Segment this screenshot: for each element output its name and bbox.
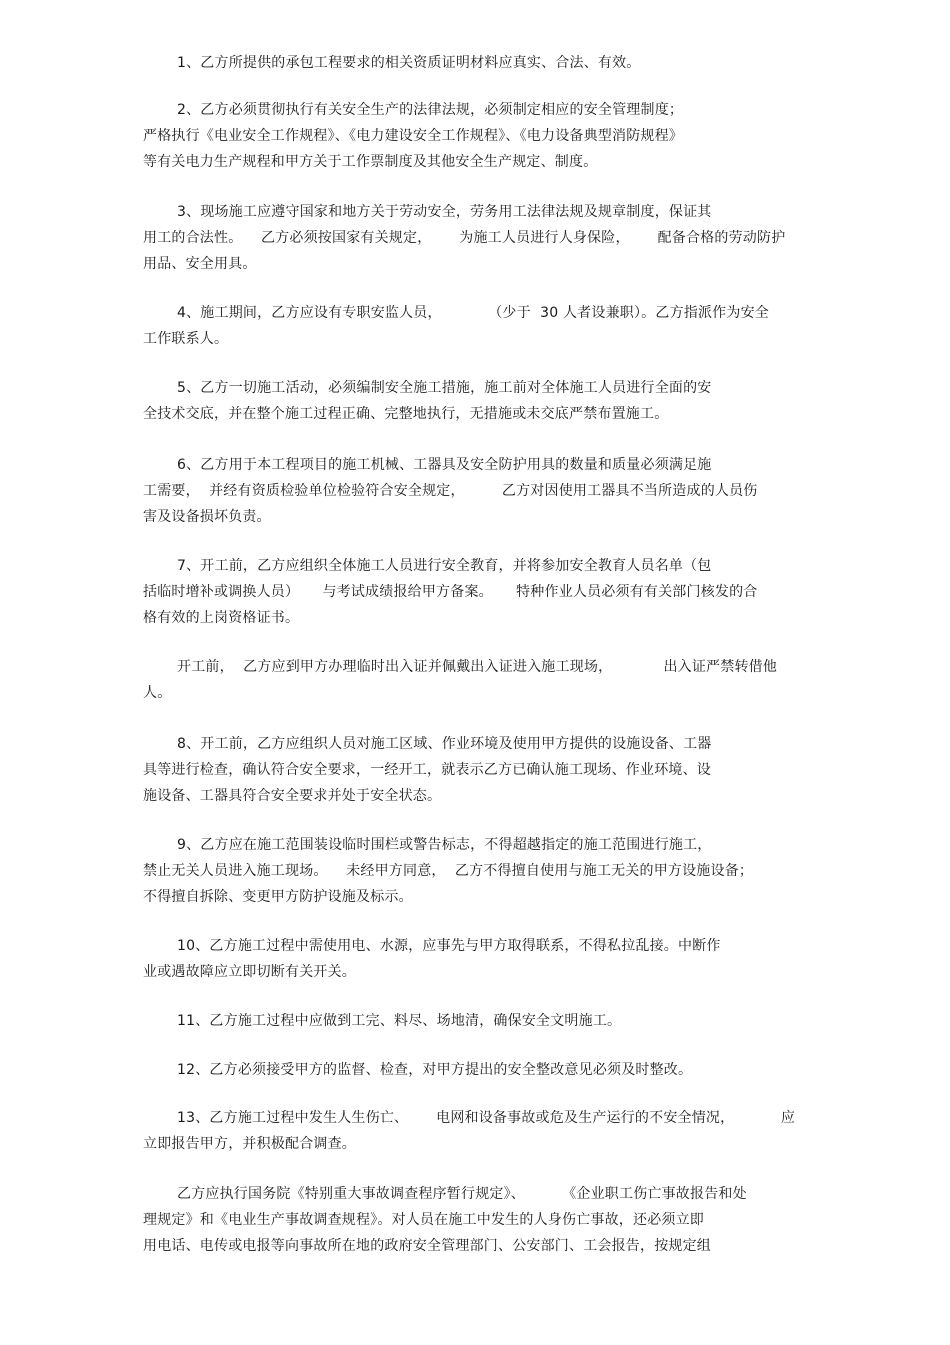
text-line: 7、开工前，乙方应组织全体施工人员进行安全教育，并将参加安全教育人员名单（包 <box>177 558 712 574</box>
text-line: 1、乙方所提供的承包工程要求的相关资质证明材料应真实、合法、有效。 <box>177 55 641 71</box>
text-line: 乙方应执行国务院《特别重大事故调查程序暂行规定》、 《企业职工伤亡事故报告和处 <box>177 1186 747 1202</box>
text-line: 业或遇故障应立即切断有关开关。 <box>143 964 356 980</box>
text-line: 8、开工前，乙方应组织人员对施工区域、作业环境及使用甲方提供的设施设备、工器 <box>177 736 712 752</box>
text-line: 禁止无关人员进入施工现场。 未经甲方同意， 乙方不得擅自使用与施工无关的甲方设施设备； <box>143 863 754 879</box>
text-line: 12、乙方必须接受甲方的监督、检查，对甲方提出的安全整改意见必须及时整改。 <box>177 1062 693 1078</box>
clause-4 <box>143 300 823 352</box>
text-line: 3、现场施工应遵守国家和地方关于劳动安全，劳务用工法律法规及规章制度，保证其 <box>177 204 712 220</box>
text-line: 工需要， 并经有资质检验单位检验符合安全规定， 乙方对因使用工器具不当所造成的人员伤 <box>143 483 758 499</box>
text-line: 2、乙方必须贯彻执行有关安全生产的法律法规，必须制定相应的安全管理制度； <box>177 102 684 118</box>
clause-7-supplement <box>143 654 823 706</box>
clause-7 <box>143 553 823 631</box>
text-line: 开工前， 乙方应到甲方办理临时出入证并佩戴出入证进入施工现场， 出入证严禁转借他 <box>177 659 778 675</box>
text-line: 13、乙方施工过程中发生人生伤亡、 电网和设备事故或危及生产运行的不安全情况， 应 <box>177 1110 796 1126</box>
text-line: 工作联系人。 <box>143 331 229 347</box>
text-line: 11、乙方施工过程中应做到工完、料尽、场地清，确保安全文明施工。 <box>177 1013 622 1029</box>
text-line: 施设备、工器具符合安全要求并处于安全状态。 <box>143 788 442 804</box>
clause-10 <box>143 933 823 985</box>
text-line: 等有关电力生产规程和甲方关于工作票制度及其他安全生产规定、制度。 <box>143 154 598 170</box>
clause-6 <box>143 452 823 530</box>
text-line: 用电话、电传或电报等向事故所在地的政府安全管理部门、公安部门、工会报告，按规定组 <box>143 1238 711 1254</box>
text-line: 理规定》和《电业生产事故调查规程》。对人员在施工中发生的人身伤亡事故，还必须立即 <box>143 1212 704 1228</box>
clause-9 <box>143 832 823 910</box>
text-line: 用工的合法性。 乙方必须按国家有关规定， 为施工人员进行人身保险， 配备合格的劳动防护 <box>143 230 786 246</box>
text-line: 4、施工期间，乙方应设有专职安监人员， （少于 30 人者设兼职）。乙方指派作为安全 <box>177 305 769 321</box>
text-line: 严格执行《电业安全工作规程》、《电力建设安全工作规程》、《电力设备典型消防规程》 <box>143 128 683 144</box>
text-line: 不得擅自拆除、变更甲方防护设施及标示。 <box>143 889 413 905</box>
clause-13-supplement <box>143 1181 823 1259</box>
clause-3 <box>143 199 823 277</box>
text-line: 6、乙方用于本工程项目的施工机械、工器具及安全防护用具的数量和质量必须满足施 <box>177 457 712 473</box>
text-line: 10、乙方施工过程中需使用电、水源，应事先与甲方取得联系，不得私拉乱接。中断作 <box>177 938 721 954</box>
text-line: 立即报告甲方，并积极配合调查。 <box>143 1136 356 1152</box>
text-line: 人。 <box>143 685 172 701</box>
text-line: 括临时增补或调换人员） 与考试成绩报给甲方备案。 特种作业人员必须有有关部门核发的合 <box>143 584 758 600</box>
text-line: 格有效的上岗资格证书。 <box>143 610 300 626</box>
clause-11 <box>143 1008 823 1034</box>
text-line: 具等进行检查，确认符合安全要求，一经开工，就表示乙方已确认施工现场、作业环境、设 <box>143 762 711 778</box>
text-line: 害及设备损坏负责。 <box>143 509 271 525</box>
clause-8 <box>143 731 823 809</box>
clause-5 <box>143 375 823 427</box>
clause-12 <box>143 1057 823 1083</box>
clause-1 <box>143 50 823 76</box>
clause-13 <box>143 1105 823 1157</box>
text-line: 9、乙方应在施工范围装设临时围栏或警告标志，不得超越指定的施工范围进行施工， <box>177 837 712 853</box>
text-line: 5、乙方一切施工活动，必须编制安全施工措施，施工前对全体施工人员进行全面的安 <box>177 380 712 396</box>
text-line: 全技术交底，并在整个施工过程正确、完整地执行，无措施或未交底严禁布置施工。 <box>143 406 669 422</box>
text-line: 用品、安全用具。 <box>143 256 257 272</box>
clause-2 <box>143 97 823 175</box>
